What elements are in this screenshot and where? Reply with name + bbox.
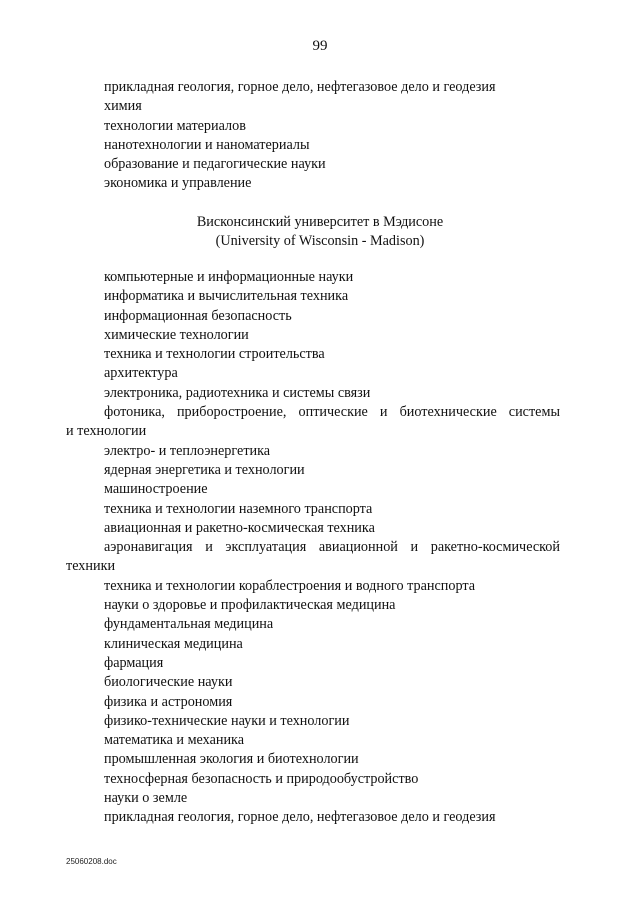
list-item: промышленная экология и биотехнологии: [104, 751, 359, 768]
list-item: биологические науки: [104, 674, 233, 691]
list-item: авиационная и ракетно-космическая техника: [104, 519, 375, 536]
list-item: прикладная геология, горное дело, нефтегазовое дело и геодезия: [104, 79, 496, 95]
list-item: математика и механика: [104, 732, 245, 749]
list-item: информатика и вычислительная техника: [104, 288, 349, 305]
list-item: науки о здоровье и профилактическая медицина: [104, 597, 396, 614]
list-item: химические технологии: [104, 326, 249, 343]
list-item: технологии материалов: [104, 117, 246, 134]
list-item: техника и технологии наземного транспорта: [104, 500, 373, 517]
list-item-continuation: техники: [66, 558, 116, 575]
list-item: информационная безопасность: [104, 307, 292, 324]
university-name-russian: Висконсинский университет в Мэдисоне: [196, 214, 444, 230]
footer-file-name: 25060208.doc: [66, 857, 117, 866]
list-item: экономика и управление: [104, 175, 252, 192]
list-item: техника и технологии строительства: [104, 346, 325, 363]
list-item: прикладная геология, горное дело, нефтегазовое дело и геодезия: [104, 809, 496, 826]
list-item: машиностроение: [104, 481, 208, 498]
list-item: архитектура: [104, 365, 178, 382]
university-heading: [0, 213, 640, 252]
list-item: техносферная безопасность и природообустройство: [104, 770, 419, 787]
page-number: 99: [312, 38, 328, 54]
list-item: образование и педагогические науки: [104, 156, 326, 173]
list-item: фотоника, приборостроение, оптические и биотехнические системы: [104, 404, 560, 421]
list-item: компьютерные и информационные науки: [104, 269, 354, 285]
list-item: аэронавигация и эксплуатация авиационной и ракетно-космической: [104, 539, 560, 556]
list-item: нанотехнологии и наноматериалы: [104, 136, 310, 153]
list-item: электро- и теплоэнергетика: [104, 442, 271, 459]
list-item-continuation: и технологии: [66, 423, 147, 440]
list-item: фармация: [104, 654, 164, 671]
list-item: клиническая медицина: [104, 635, 243, 652]
field-list-continued: [66, 78, 560, 194]
field-list-wisconsin: [66, 268, 560, 828]
list-item: физико-технические науки и технологии: [104, 712, 350, 729]
list-item: ядерная энергетика и технологии: [104, 461, 305, 478]
list-item: физика и астрономия: [104, 693, 233, 710]
university-name-english: (University of Wisconsin - Madison): [215, 233, 425, 250]
list-item: науки о земле: [104, 790, 188, 807]
list-item: химия: [104, 98, 142, 115]
list-item: электроника, радиотехника и системы связи: [104, 384, 371, 401]
list-item: техника и технологии кораблестроения и водного транспорта: [104, 577, 476, 594]
list-item: фундаментальная медицина: [104, 616, 274, 633]
